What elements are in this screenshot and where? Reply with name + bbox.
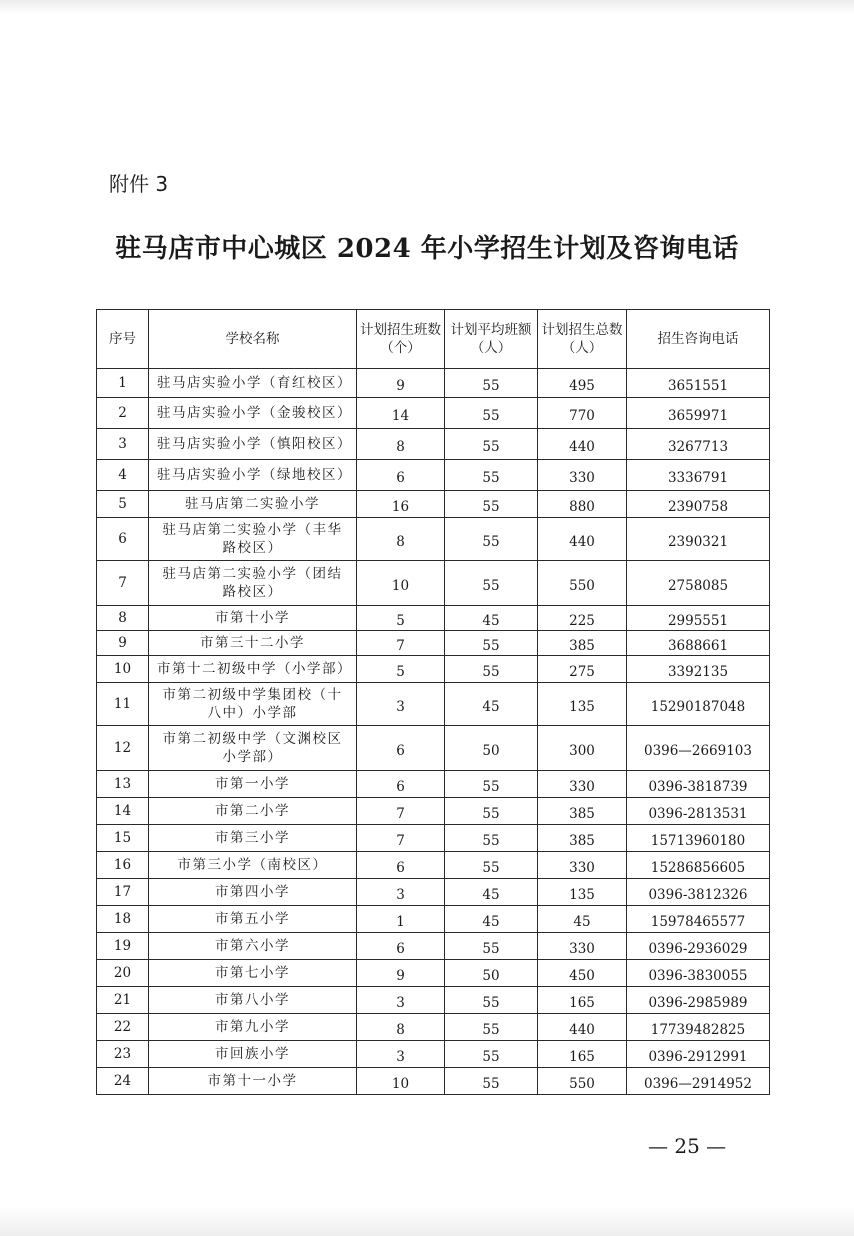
table-row [97,518,770,561]
cell-total: 300 [538,726,627,771]
table-row [97,1041,770,1068]
cell-total: 385 [538,825,627,852]
cell-avg: 55 [445,771,538,798]
header-seq: 序号 [97,310,149,369]
cell-phone: 0396—2669103 [627,726,770,771]
cell-phone: 0396-2813531 [627,798,770,825]
enrollment-table [96,309,770,1095]
header-classes: 计划招生班数（个） [357,310,445,369]
cell-phone: 0396-2936029 [627,933,770,960]
table-row [97,1068,770,1095]
cell-phone: 15978465577 [627,906,770,933]
cell-classes: 7 [357,631,445,656]
cell-classes: 6 [357,726,445,771]
cell-school: 市第一小学 [149,771,357,798]
cell-classes: 7 [357,825,445,852]
cell-school: 驻马店第二实验小学（丰华路校区） [149,518,357,561]
cell-seq: 4 [97,460,149,491]
cell-school: 市第二小学 [149,798,357,825]
table-row [97,1014,770,1041]
cell-school: 驻马店第二实验小学 [149,491,357,518]
cell-classes: 14 [357,398,445,429]
cell-classes: 16 [357,491,445,518]
cell-classes: 5 [357,606,445,631]
cell-avg: 45 [445,683,538,726]
cell-school: 市第七小学 [149,960,357,987]
cell-avg: 55 [445,631,538,656]
cell-total: 135 [538,879,627,906]
cell-total: 275 [538,656,627,683]
cell-total: 330 [538,933,627,960]
cell-classes: 9 [357,369,445,398]
page-title: 驻马店市中心城区 2024 年小学招生计划及咨询电话 [115,234,739,264]
table-row [97,906,770,933]
cell-avg: 55 [445,656,538,683]
cell-total: 225 [538,606,627,631]
table-row [97,398,770,429]
cell-seq: 11 [97,683,149,726]
cell-phone: 15713960180 [627,825,770,852]
header-phone: 招生咨询电话 [627,310,770,369]
cell-phone: 3336791 [627,460,770,491]
cell-seq: 10 [97,656,149,683]
cell-phone: 15290187048 [627,683,770,726]
page-edge-shadow [0,0,854,14]
cell-total: 450 [538,960,627,987]
cell-total: 165 [538,987,627,1014]
cell-total: 550 [538,561,627,606]
cell-avg: 45 [445,606,538,631]
table-row [97,491,770,518]
cell-avg: 55 [445,1041,538,1068]
cell-phone: 0396-3830055 [627,960,770,987]
cell-seq: 3 [97,429,149,460]
table-row [97,933,770,960]
cell-total: 440 [538,429,627,460]
table-row [97,879,770,906]
cell-total: 550 [538,1068,627,1095]
cell-phone: 0396—2914952 [627,1068,770,1095]
cell-school: 市第二初级中学集团校（十八中）小学部 [149,683,357,726]
cell-avg: 55 [445,1014,538,1041]
cell-school: 市第三小学 [149,825,357,852]
table-row [97,771,770,798]
cell-classes: 8 [357,518,445,561]
cell-school: 市第三小学（南校区） [149,852,357,879]
cell-seq: 8 [97,606,149,631]
cell-total: 135 [538,683,627,726]
cell-total: 165 [538,1041,627,1068]
cell-seq: 6 [97,518,149,561]
cell-school: 市第二初级中学（文渊校区小学部） [149,726,357,771]
attachment-label: 附件 3 [109,172,169,196]
cell-seq: 20 [97,960,149,987]
cell-phone: 0396-3812326 [627,879,770,906]
cell-school: 驻马店实验小学（金骏校区） [149,398,357,429]
cell-classes: 6 [357,460,445,491]
cell-avg: 50 [445,726,538,771]
cell-school: 市第五小学 [149,906,357,933]
cell-school: 市第十一小学 [149,1068,357,1095]
cell-school: 市第六小学 [149,933,357,960]
cell-total: 880 [538,491,627,518]
header-school: 学校名称 [149,310,357,369]
table-row [97,726,770,771]
cell-classes: 10 [357,1068,445,1095]
cell-phone: 15286856605 [627,852,770,879]
cell-classes: 6 [357,852,445,879]
cell-seq: 19 [97,933,149,960]
cell-avg: 45 [445,906,538,933]
page-number: — 25 — [648,1134,727,1158]
table-row [97,960,770,987]
cell-avg: 55 [445,518,538,561]
cell-phone: 3267713 [627,429,770,460]
cell-seq: 2 [97,398,149,429]
cell-school: 驻马店实验小学（慎阳校区） [149,429,357,460]
cell-total: 440 [538,518,627,561]
cell-school: 驻马店第二实验小学（团结路校区） [149,561,357,606]
table-row [97,683,770,726]
cell-seq: 24 [97,1068,149,1095]
cell-phone: 3651551 [627,369,770,398]
cell-phone: 17739482825 [627,1014,770,1041]
cell-total: 45 [538,906,627,933]
table-row [97,429,770,460]
cell-school: 市回族小学 [149,1041,357,1068]
cell-phone: 3659971 [627,398,770,429]
table-row [97,631,770,656]
cell-school: 市第四小学 [149,879,357,906]
cell-classes: 3 [357,879,445,906]
cell-phone: 3688661 [627,631,770,656]
cell-total: 495 [538,369,627,398]
cell-seq: 22 [97,1014,149,1041]
cell-avg: 55 [445,561,538,606]
page-edge-shadow-bottom [0,1206,854,1236]
cell-avg: 55 [445,933,538,960]
cell-avg: 55 [445,460,538,491]
cell-school: 驻马店实验小学（育红校区） [149,369,357,398]
cell-seq: 14 [97,798,149,825]
cell-classes: 8 [357,429,445,460]
cell-total: 330 [538,852,627,879]
cell-seq: 5 [97,491,149,518]
cell-avg: 55 [445,825,538,852]
cell-avg: 55 [445,798,538,825]
cell-phone: 0396-2985989 [627,987,770,1014]
cell-classes: 3 [357,683,445,726]
cell-phone: 2758085 [627,561,770,606]
cell-seq: 1 [97,369,149,398]
cell-avg: 55 [445,852,538,879]
cell-seq: 23 [97,1041,149,1068]
table-body [97,369,770,1095]
cell-seq: 15 [97,825,149,852]
cell-classes: 8 [357,1014,445,1041]
cell-total: 440 [538,1014,627,1041]
table-row [97,852,770,879]
cell-phone: 3392135 [627,656,770,683]
cell-school: 驻马店实验小学（绿地校区） [149,460,357,491]
cell-total: 330 [538,771,627,798]
header-total: 计划招生总数（人） [538,310,627,369]
cell-avg: 55 [445,429,538,460]
cell-avg: 55 [445,1068,538,1095]
cell-school: 市第三十二小学 [149,631,357,656]
cell-seq: 21 [97,987,149,1014]
cell-phone: 2390321 [627,518,770,561]
cell-seq: 17 [97,879,149,906]
cell-classes: 3 [357,987,445,1014]
cell-phone: 0396-2912991 [627,1041,770,1068]
cell-total: 330 [538,460,627,491]
table-header-row [97,310,770,369]
cell-classes: 10 [357,561,445,606]
cell-phone: 2995551 [627,606,770,631]
table-row [97,798,770,825]
table-row [97,369,770,398]
cell-phone: 0396-3818739 [627,771,770,798]
cell-school: 市第十小学 [149,606,357,631]
cell-avg: 55 [445,369,538,398]
cell-seq: 18 [97,906,149,933]
cell-classes: 9 [357,960,445,987]
cell-avg: 55 [445,491,538,518]
cell-classes: 1 [357,906,445,933]
cell-avg: 55 [445,398,538,429]
cell-seq: 13 [97,771,149,798]
cell-total: 385 [538,631,627,656]
table-row [97,460,770,491]
table-row [97,825,770,852]
cell-classes: 3 [357,1041,445,1068]
cell-total: 770 [538,398,627,429]
cell-avg: 50 [445,960,538,987]
cell-avg: 45 [445,879,538,906]
cell-seq: 7 [97,561,149,606]
cell-avg: 55 [445,987,538,1014]
cell-total: 385 [538,798,627,825]
table-row [97,561,770,606]
table-row [97,656,770,683]
cell-classes: 5 [357,656,445,683]
table-row [97,606,770,631]
cell-school: 市第八小学 [149,987,357,1014]
table-row [97,987,770,1014]
cell-classes: 7 [357,798,445,825]
cell-phone: 2390758 [627,491,770,518]
cell-classes: 6 [357,933,445,960]
cell-school: 市第九小学 [149,1014,357,1041]
cell-school: 市第十二初级中学（小学部） [149,656,357,683]
cell-seq: 12 [97,726,149,771]
cell-seq: 9 [97,631,149,656]
cell-seq: 16 [97,852,149,879]
cell-classes: 6 [357,771,445,798]
header-avg: 计划平均班额（人） [445,310,538,369]
